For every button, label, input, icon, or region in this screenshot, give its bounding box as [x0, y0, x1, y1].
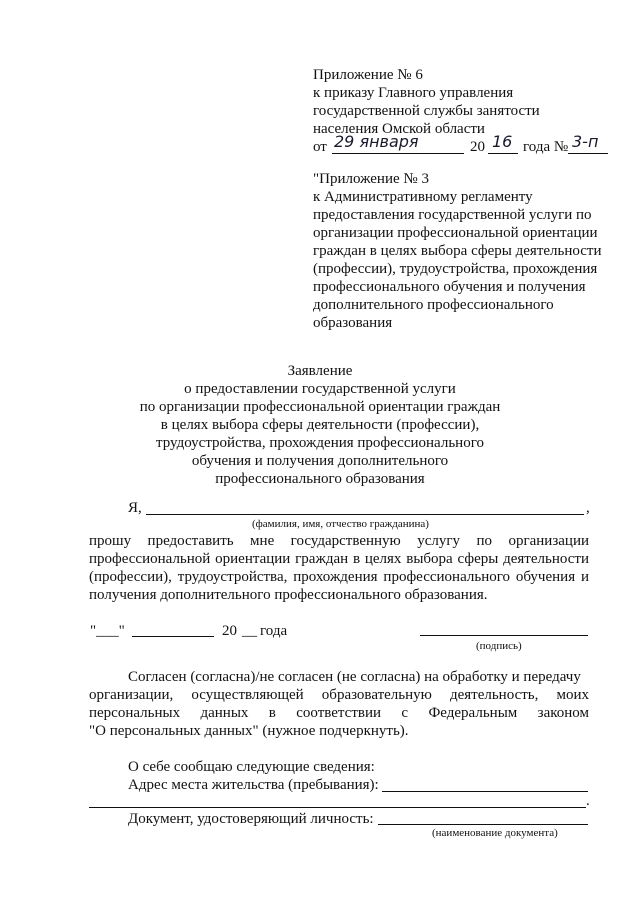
date-month-field[interactable]	[132, 636, 214, 637]
date-year-field[interactable]: __	[242, 623, 257, 639]
appendix3-line: дополнительного профессионального	[313, 297, 554, 313]
request-line: (профессии), трудоустройства, прохождения профессионального обучения и	[89, 569, 589, 585]
document-label: Документ, удостоверяющий личность:	[128, 811, 374, 827]
statement-subtitle-line: профессионального образования	[215, 471, 425, 487]
statement-subtitle-line: обучения и получения дополнительного	[191, 453, 449, 469]
consent-line: персональных данных в соответствии с Федеральным законом	[89, 705, 589, 721]
order-date-handwritten: 29 января	[334, 132, 419, 151]
appendix3-line: профессионального обучения и получения	[313, 279, 586, 295]
statement-subtitle-line: трудоустройства, прохождения профессионального	[156, 435, 484, 451]
address-end-dot: .	[586, 793, 590, 809]
date-year-word: года	[260, 623, 288, 639]
applicant-name-field[interactable]	[146, 514, 584, 515]
appendix6-title: Приложение № 6	[313, 67, 423, 83]
order-number-handwritten: 3-п	[572, 132, 599, 151]
appendix3-line: образования	[313, 315, 393, 331]
appendix6-line: государственной службы занятости	[313, 103, 540, 119]
appendix3-line: граждан в целях выбора сферы деятельности	[313, 243, 602, 259]
order-year-underline	[488, 153, 518, 154]
applicant-name-caption: (фамилия, имя, отчество гражданина)	[252, 518, 429, 530]
appendix3-line: организации профессиональной ориентации	[313, 225, 598, 241]
appendix3-line: к Административному регламенту	[313, 189, 533, 205]
address-field[interactable]	[382, 791, 588, 792]
document-field[interactable]	[378, 824, 588, 825]
order-date-label: от	[313, 139, 327, 155]
address-field-continued[interactable]	[89, 807, 586, 808]
order-year-prefix: 20	[470, 139, 485, 155]
consent-line: Согласен (согласна)/не согласен (не согласна) на обработку и передачу	[128, 669, 581, 685]
appendix6-line: населения Омской области	[313, 121, 485, 137]
request-line: прошу предоставить мне государственную услугу по организации	[89, 533, 589, 549]
applicant-comma: ,	[586, 500, 590, 516]
consent-line: организации, осуществляющей образовательную деятельность, моих	[89, 687, 589, 703]
document-caption: (наименование документа)	[432, 827, 558, 839]
request-line: получения дополнительного профессионального образования.	[89, 587, 488, 603]
consent-line: "О персональных данных" (нужное подчеркнуть).	[89, 723, 409, 739]
signature-caption: (подпись)	[476, 640, 522, 652]
date-day-field[interactable]: "___"	[90, 623, 125, 639]
appendix6-line: к приказу Главного управления	[313, 85, 514, 101]
request-line: профессиональной ориентации граждан в целях выбора сферы деятельности	[89, 551, 589, 567]
appendix3-line: предоставления государственной услуги по	[313, 207, 592, 223]
applicant-prefix: Я,	[128, 500, 142, 516]
address-label: Адрес места жительства (пребывания):	[128, 777, 379, 793]
statement-subtitle-line: по организации профессиональной ориентации граждан	[139, 399, 501, 415]
about-intro: О себе сообщаю следующие сведения:	[128, 759, 375, 775]
order-year-handwritten: 16	[492, 132, 513, 151]
statement-subtitle-line: в целях выбора сферы деятельности (профессии),	[160, 417, 480, 433]
order-date-underline	[332, 153, 464, 154]
order-number-label: года №	[523, 139, 569, 155]
statement-title: Заявление	[287, 363, 353, 379]
appendix3-line: "Приложение № 3	[313, 171, 429, 187]
date-year-prefix: 20	[222, 623, 237, 639]
order-number-underline	[568, 153, 608, 154]
statement-subtitle-line: о предоставлении государственной услуги	[184, 381, 456, 397]
signature-field[interactable]	[420, 635, 588, 636]
appendix3-line: (профессии), трудоустройства, прохождения	[313, 261, 598, 277]
